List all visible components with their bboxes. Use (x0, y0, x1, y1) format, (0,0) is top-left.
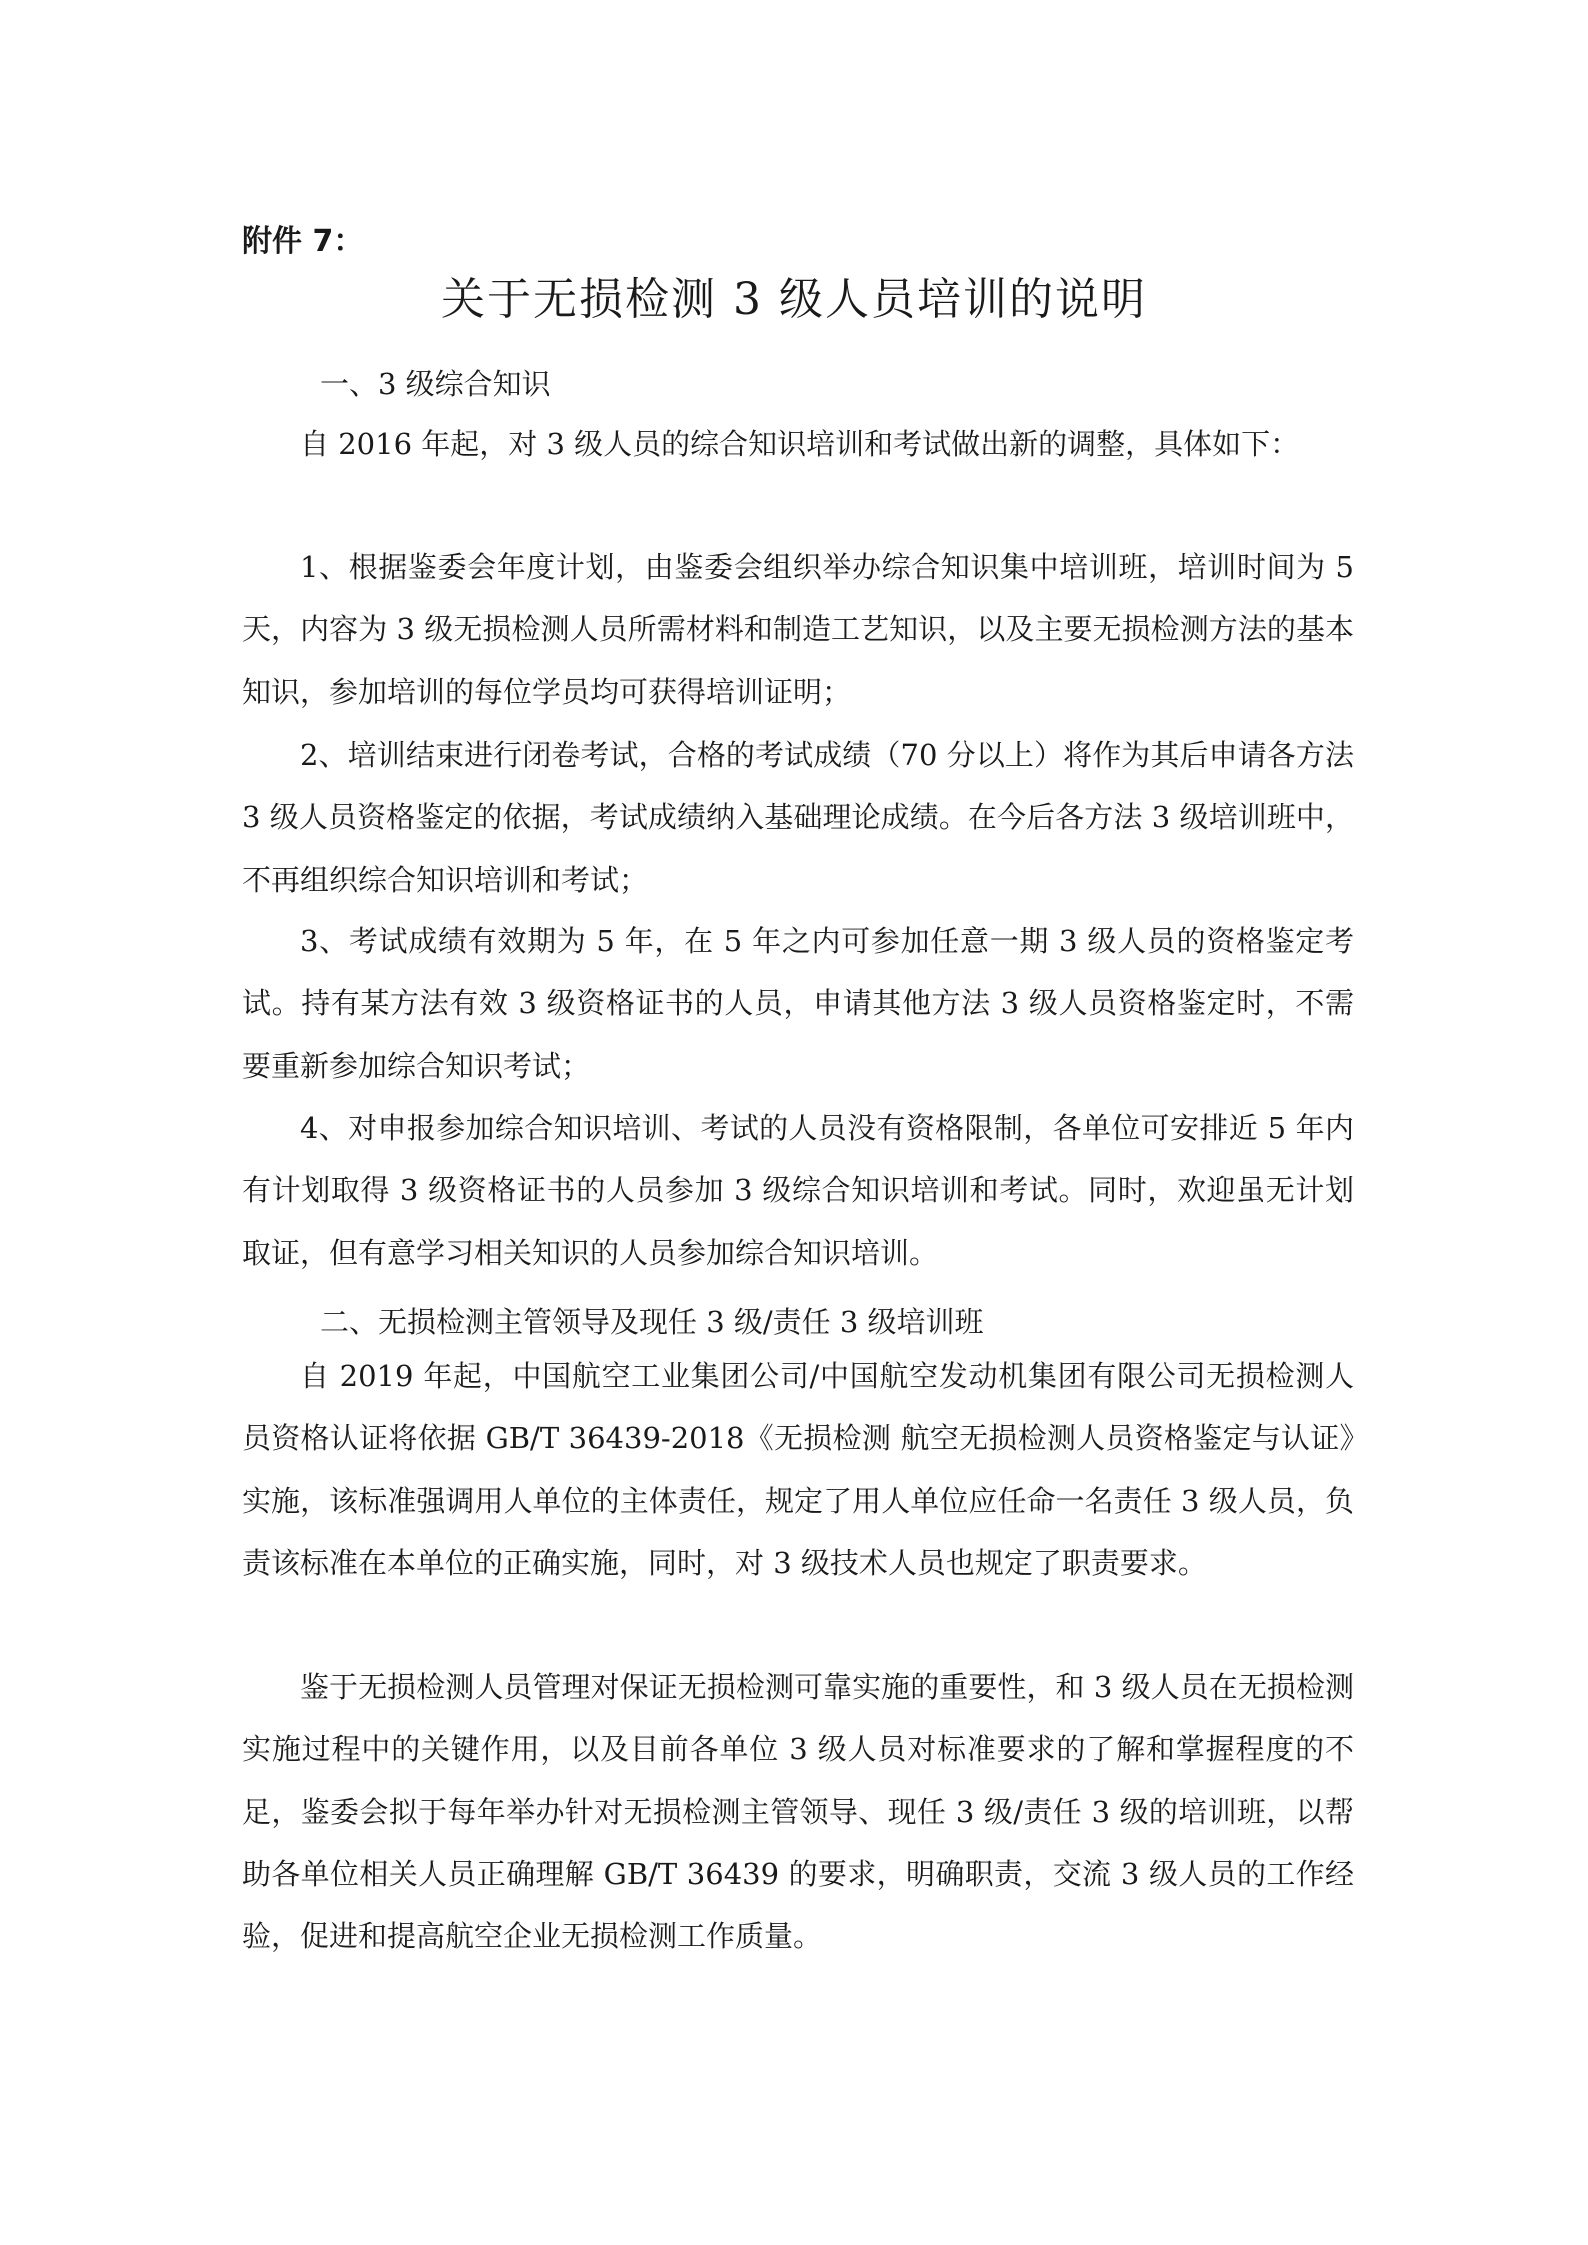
section1-item-2: 2、培训结束进行闭卷考试，合格的考试成绩（70 分以上）将作为其后申请各方法 3 级人员资格鉴定的依据，考试成绩纳入基础理论成绩。在今后各方法 3 级培训班中，不再组织综合知识培训和考试； (242, 738, 1354, 897)
section1-intro: 自 2016 年起，对 3 级人员的综合知识培训和考试做出新的调整，具体如下： (300, 427, 1300, 461)
section2-paragraph-2: 鉴于无损检测人员管理对保证无损检测可靠实施的重要性，和 3 级人员在无损检测实施过程中的关键作用，以及目前各单位 3 级人员对标准要求的了解和掌握程度的不足，鉴委会拟于每年举办针对无损检测主管领导、现任 3 级/责任 3 级的培训班，以帮助各单位相关人员正确理解 GB/T 36439 的要求，明确职责，交流 3 级人员的工作经验，促进和提高航空企业无损检测工作质量。 (242, 1670, 1354, 1954)
section2-paragraph-1: 自 2019 年起，中国航空工业集团公司/中国航空发动机集团有限公司无损检测人员资格认证将依据 GB/T 36439-2018《无损检测 航空无损检测人员资格鉴定与认证》实施，该标准强调用人单位的主体责任，规定了用人单位应任命一名责任 3 级人员，负责该标准在本单位的正确实施，同时，对 3 级技术人员也规定了职责要求。 (242, 1359, 1354, 1580)
section1-item-3: 3、考试成绩有效期为 5 年，在 5 年之内可参加任意一期 3 级人员的资格鉴定考试。持有某方法有效 3 级资格证书的人员，申请其他方法 3 级人员资格鉴定时，不需要重新参加综合知识考试； (242, 924, 1354, 1083)
section1-item-4: 4、对申报参加综合知识培训、考试的人员没有资格限制，各单位可安排近 5 年内有计划取得 3 级资格证书的人员参加 3 级综合知识培训和考试。同时，欢迎虽无计划取证，但有意学习相关知识的人员参加综合知识培训。 (242, 1111, 1354, 1270)
section1-item-1: 1、根据鉴委会年度计划，由鉴委会组织举办综合知识集中培训班，培训时间为 5 天，内容为 3 级无损检测人员所需材料和制造工艺知识，以及主要无损检测方法的基本知识，参加培训的每位学员均可获得培训证明； (242, 550, 1354, 709)
attachment-label: 附件 7： (242, 224, 364, 259)
document-title: 关于无损检测 3 级人员培训的说明 (441, 274, 1147, 325)
section-heading-1: 一、3 级综合知识 (320, 367, 551, 401)
section-heading-2: 二、无损检测主管领导及现任 3 级/责任 3 级培训班 (320, 1305, 984, 1339)
